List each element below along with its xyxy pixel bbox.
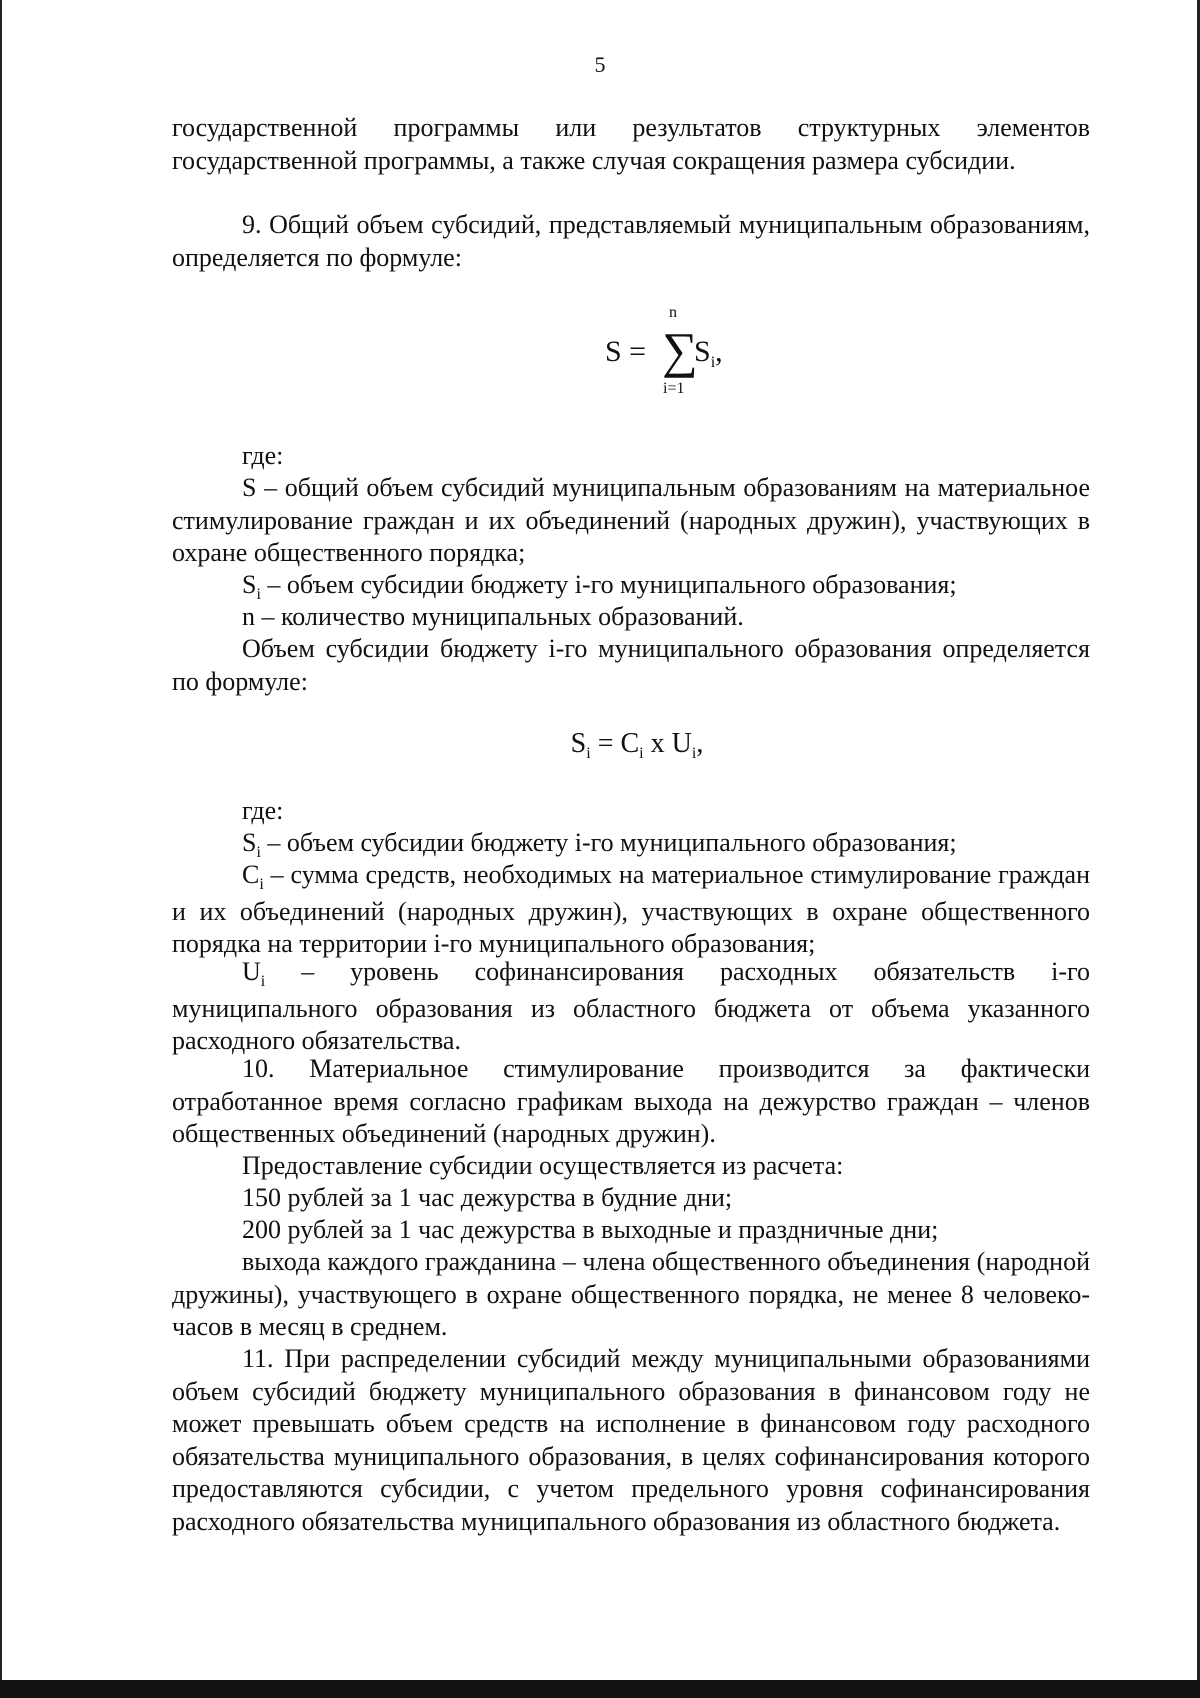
page-number: 5 xyxy=(594,52,606,77)
formula-total-subsidy xyxy=(600,305,740,405)
paragraph-exit-hours: выхода каждого гражданина – члена общественного объединения (народной дружины), участвующего в охране общественного порядка, не менее 8 человеко-часов в месяц в среднем. xyxy=(172,1247,1090,1341)
formula-rhs: $S_i$, xyxy=(694,335,723,371)
paragraph-11: 11. При распределении субсидий между муниципальными образованиями объем субсидий бюджету муниципального образования в финансовом году не может превышать объем средств на исполнение в финансовом году расходного обязательства муниципального образования, в целях софинансирования которого предоставляются субсидии, с учетом предельного уровня софинансирования расходного обязательства муниципального образования из областного бюджета. xyxy=(172,1344,1090,1536)
where-label-2: где: xyxy=(242,796,284,825)
paragraph-intro: государственной программы или результатов структурных элементов государственной программы, а также случая сокращения размера субсидии. xyxy=(172,113,1090,175)
sigma-symbol: ∑ xyxy=(662,322,698,378)
rate-weekdays: 150 рублей за 1 час дежурства в будние дни; xyxy=(242,1183,733,1212)
sum-lower-limit: i=1 xyxy=(663,380,685,397)
definition-S: S – общий объем субсидий муниципальным образованиям на материальное стимулирование граждан и их объединений (народных дружин), участвующих в охране общественного порядка; xyxy=(172,473,1090,567)
where-label-1: где: xyxy=(242,441,284,470)
scan-edge-left xyxy=(0,0,2,1698)
sum-upper-limit: n xyxy=(669,304,677,321)
scan-edge-bottom xyxy=(0,1680,1200,1698)
definition-Si-2: $S_i$ – объем субсидии бюджету i-го муниципального образования; xyxy=(242,828,957,861)
paragraph-volume: Объем субсидии бюджету i-го муниципального образования определяется по формуле: xyxy=(172,634,1090,696)
formula-lhs: S = xyxy=(605,335,647,368)
definition-Si: $S_i$ – объем субсидии бюджету i-го муниципального образования; xyxy=(242,570,957,603)
paragraph-provision: Предоставление субсидии осуществляется из расчета: xyxy=(242,1151,844,1180)
formula-municipal-subsidy: $S_i = C_i$ x $U_i$, xyxy=(570,728,704,762)
definition-Ci: $C_i$ – сумма средств, необходимых на материальное стимулирование граждан и их объединений (народных дружин), участвующих в охране общественного порядка на территории i-го муниципального образования; xyxy=(172,860,1090,958)
definition-n: n – количество муниципальных образований. xyxy=(242,602,744,631)
rate-weekends: 200 рублей за 1 час дежурства в выходные и праздничные дни; xyxy=(242,1215,939,1244)
definition-Ui: $U_i$ – уровень софинансирования расходных обязательств i-го муниципального образования из областного бюджета от объема указанного расходного обязательства. xyxy=(172,957,1090,1055)
paragraph-9: 9. Общий объем субсидий, представляемый муниципальным образованиям, определяется по формуле: xyxy=(172,210,1090,272)
paragraph-10: 10. Материальное стимулирование производится за фактически отработанное время согласно графикам выхода на дежурство граждан – членов общественных объединений (народных дружин). xyxy=(172,1054,1090,1148)
